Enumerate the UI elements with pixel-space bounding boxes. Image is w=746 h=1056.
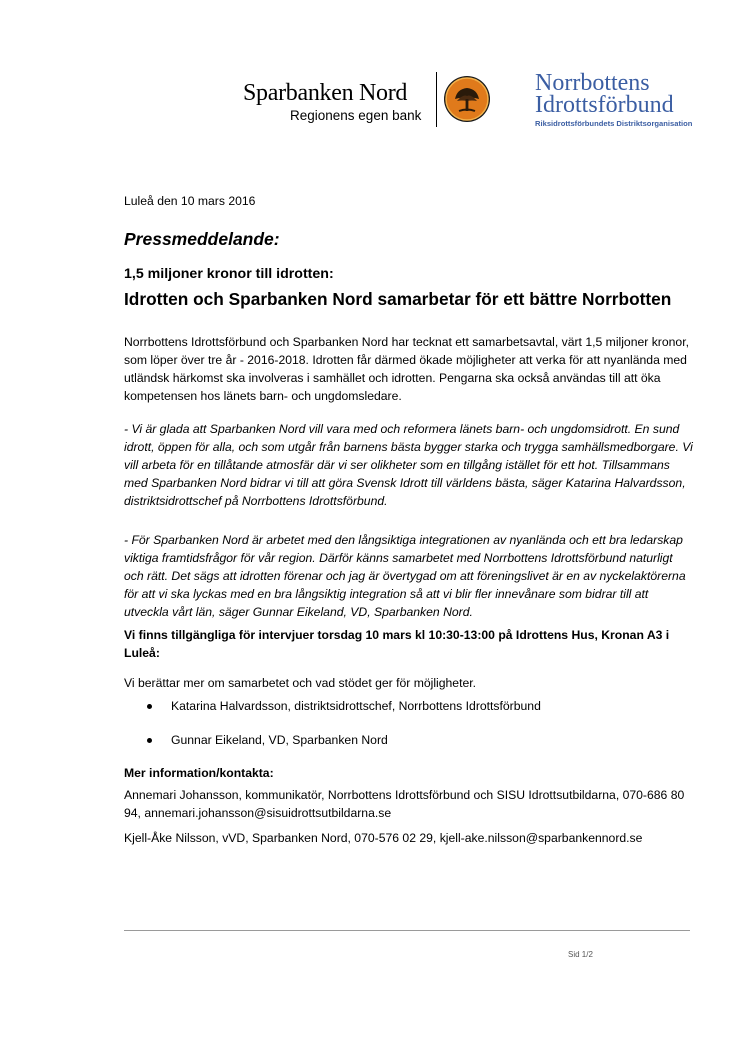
list-item-text: Gunnar Eikeland, VD, Sparbanken Nord: [171, 733, 388, 747]
intro-paragraph: Norrbottens Idrottsförbund och Sparbanken Nord har tecknat ett samarbetsavtal, värt 1,5 miljoner kronor, som löper över tre år - 2016-2018. Idrotten får därmed ökade möjligheter att verka för att nyanlända med utländsk härkomst ska involveras i samhället och idrotten. Pengarna ska också användas till att öka kompetensen hos länets barn- och ungdomsledare.: [124, 335, 689, 403]
contact-nilsson: Kjell-Åke Nilsson, vVD, Sparbanken Nord, 070-576 02 29, kjell-ake.nilsson@sparbankennord.se: [124, 831, 643, 845]
sparbanken-tree-emblem-icon: [443, 75, 491, 123]
sparbanken-nord-logo-text: Sparbanken Nord: [243, 80, 408, 106]
footer-divider: [124, 930, 690, 931]
nif-logo-line1: Norrbottens: [535, 70, 650, 96]
contact-johansson: Annemari Johansson, kommunikatör, Norrbottens Idrottsförbund och SISU Idrottsutbildarna, 070-686 80 94, annemari.johansson@sisuidrottsutbildarna.se: [124, 788, 685, 820]
sparbanken-tagline: Regionens egen bank: [290, 108, 422, 123]
bullet-icon: [147, 738, 152, 743]
document-date: Luleå den 10 mars 2016: [124, 194, 256, 208]
interview-availability: Vi finns tillgängliga för intervjuer torsdag 10 mars kl 10:30-13:00 på Idrottens Hus, Kronan A3 i Luleå:: [124, 628, 670, 660]
nif-logo-line2: Idrottsförbund: [535, 92, 674, 118]
press-release-label: Pressmeddelande:: [124, 229, 280, 249]
quote-eikeland: - För Sparbanken Nord är arbetet med den långsiktiga integrationen av nyanlända och ett bra ledarskap viktiga framtidsfrågor för vår region. Därför känns samarbetet med Norrbottens Idrottsförbund naturligt och rätt. Det sägs att idrotten förenar och jag är övertygad om att föreningslivet är en av nyckelaktörerna för att vi ska lyckas med en bra långsiktig integration så att vi blir fler innevånare som bidrar till att utveckla vårt län, säger Gunnar Eikeland, VD, Sparbanken Nord.: [124, 533, 686, 619]
bullet-icon: [147, 704, 152, 709]
list-item: [124, 697, 694, 715]
nif-logo-subtitle: Riksidrottsförbundets Distriktsorganisation: [535, 119, 693, 128]
quote-halvardsson: - Vi är glada att Sparbanken Nord vill vara med och reformera länets barn- och ungdomsidrott. En sund idrott, öppen för alla, och som utgår från barnens bästa bygger starka och trygga samhällsmedborgare. Vi vill arbeta för en tillåtande atmosfär där vi ser olikheter som en tillgång istället för ett hot. Tillsammans med Sparbanken Nord bidrar vi till att göra Svensk Idrott till världens bästa, säger Katarina Halvardsson, distriktsidrottschef på Norrbottens Idrottsförbund.: [124, 422, 693, 508]
headline: Idrotten och Sparbanken Nord samarbetar för ett bättre Norrbotten: [124, 289, 672, 309]
headline-kicker: 1,5 miljoner kronor till idrotten:: [124, 266, 334, 282]
more-info-heading: Mer information/kontakta:: [124, 766, 274, 780]
logo-divider: [436, 72, 437, 127]
page-number: Sid 1/2: [568, 950, 593, 959]
interview-paragraph: Vi berättar mer om samarbetet och vad stödet ger för möjligheter.: [124, 676, 477, 690]
list-item-text: Katarina Halvardsson, distriktsidrottschef, Norrbottens Idrottsförbund: [171, 699, 541, 713]
list-item: [124, 731, 694, 749]
